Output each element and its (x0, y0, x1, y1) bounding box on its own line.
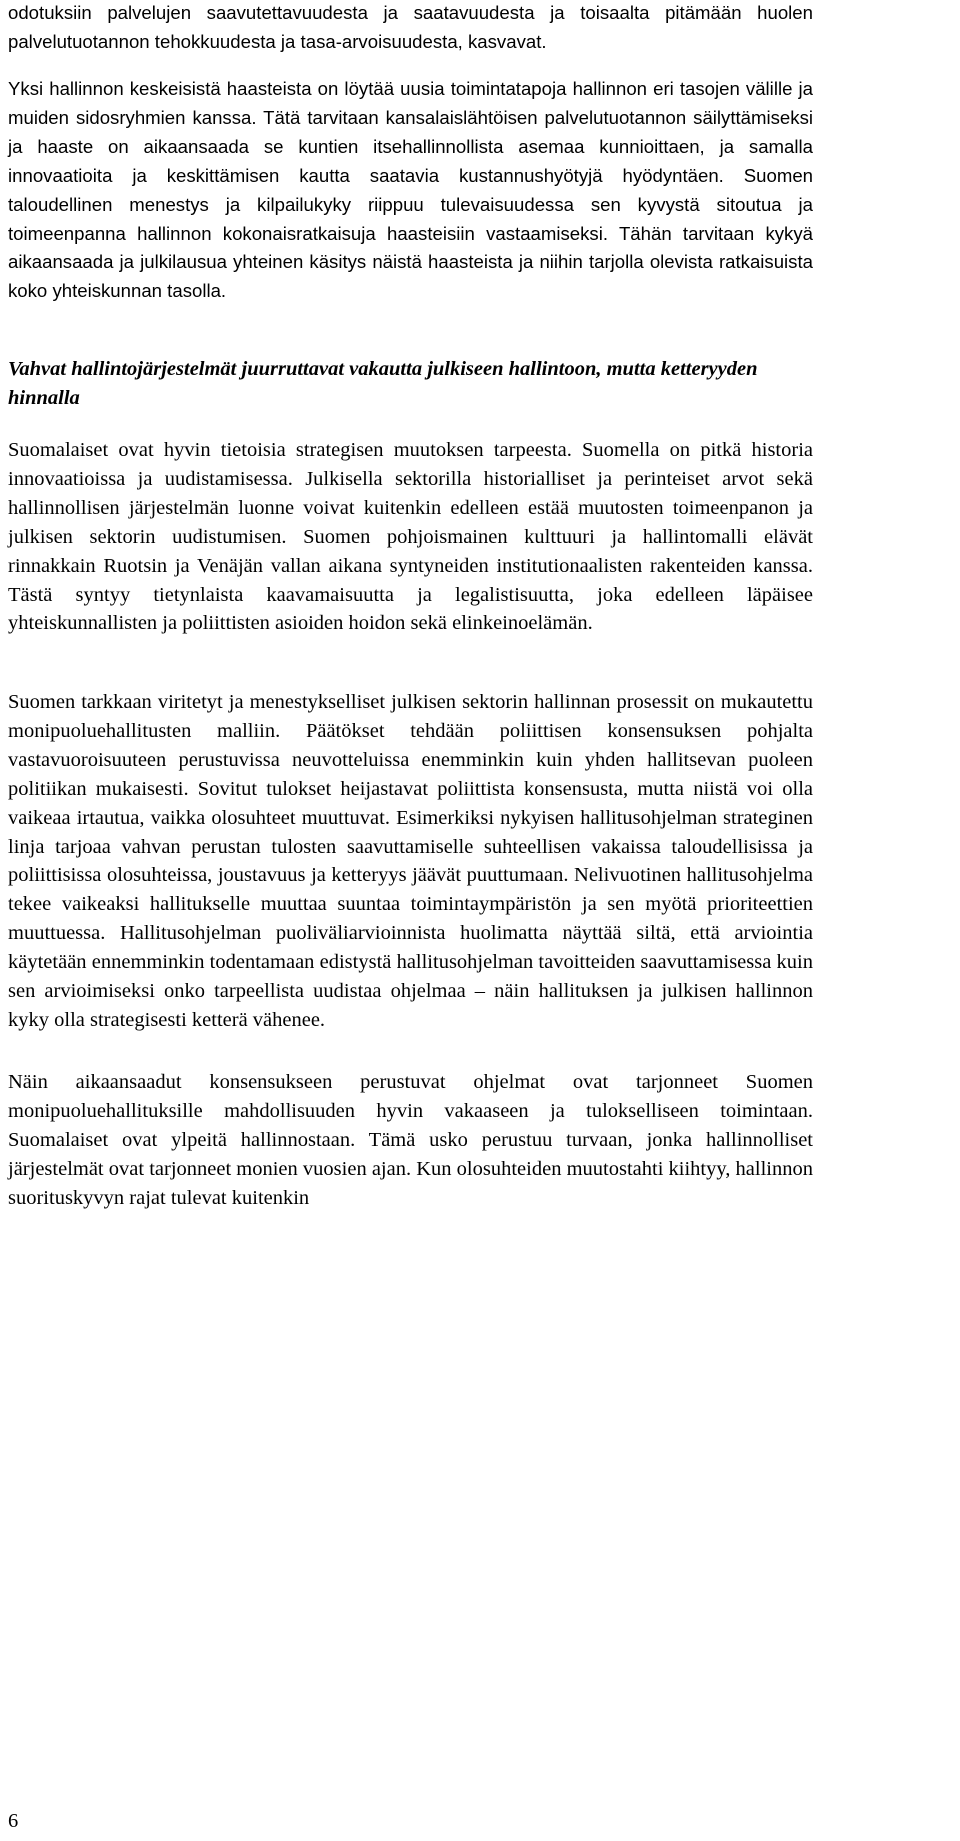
section-heading: Vahvat hallintojärjestelmät juurruttavat vakautta julkiseen hallintoon, mutta ketteryyden hinnalla (8, 358, 758, 409)
page-number: 6 (8, 1810, 19, 1832)
paragraph-administration-challenge: Yksi hallinnon keskeisistä haasteista on löytää uusia toimintatapoja hallinnon eri tasojen välille ja muiden sidosryhmien kanssa. Tätä tarvitaan kansalaislähtöisen palvelutuotannon säilyttämiseksi ja haaste on aikaansaada se kuntien itsehallinnollista asemaa kunnioittaen, ja samalla innovaatioita ja keskittämisen kautta saatavia kustannushyötyjä hyödyntäen. Suomen taloudellinen menestys ja kilpailukyky riippuu tulevaisuudessa sen kyvystä sitoutua ja toimeenpanna hallinnon kokonaisratkaisuja haasteisiin vastaamiseksi. Tähän tarvitaan kykyä aikaansaada ja julkilausua yhteinen käsitys näistä haasteista ja niihin tarjolla olevista ratkaisuista koko yhteiskunnan tasolla. (8, 78, 813, 302)
paragraph-governance-processes: Suomen tarkkaan viritetyt ja menestykselliset julkisen sektorin hallinnan prosessit on mukautettu monipuoluehallitusten malliin. Päätökset tehdään poliittisen konsensuksen pohjalta vastavuoroisuuteen perustuvissa neuvotteluissa enemminkin kuin yhden hallitsevan puoleen politiikan mukaisesti. Sovitut tulokset heijastavat poliittista konsensusta, mutta niistä voi olla vaikeaa irtautua, vaikka olosuhteet muuttuvat. Esimerkiksi nykyisen hallitusohjelman strateginen linja tarjoaa vahvan perustan tulosten saavuttamiselle suhteellisen vakaissa taloudellisissa ja poliittisissa olosuhteissa, joustavuus ja ketteryys jäävät puuttumaan. Nelivuotinen hallitusohjelma tekee vaikeaksi hallitukselle muuttaa suuntaa toimintaympäristön ja sen myötä prioriteettien muuttuessa. Hallitusohjelman puoliväliarvioinnista huolimatta näyttää siltä, että arviointia käytetään ennemminkin todentamaan edistystä hallitusohjelman tavoitteiden saavuttamisessa kuin sen arvioimiseksi onko tarpeellista uudistaa ohjelmaa – näin hallituksen ja julkisen hallinnon kyky olla strategisesti ketterä vähenee. (8, 691, 813, 1031)
paragraph-consensus-programmes: Näin aikaansaadut konsensukseen perustuvat ohjelmat ovat tarjonneet Suomen monipuoluehallituksille mahdollisuuden hyvin vakaaseen ja tulokselliseen toimintaan. Suomalaiset ovat ylpeitä hallinnostaan. Tämä usko perustuu turvaan, jonka hallinnolliset järjestelmät ovat tarjonneet monien vuosien ajan. Kun olosuhteiden muutostahti kiihtyy, hallinnon suorituskyvyn rajat tulevat kuitenkin (8, 1071, 813, 1209)
paragraph-strategic-change: Suomalaiset ovat hyvin tietoisia strategisen muutoksen tarpeesta. Suomella on pitkä historia innovaatioissa ja uudistamisessa. Julkisella sektorilla historialliset ja perinteiset arvot sekä hallinnollisen järjestelmän luonne voivat kuitenkin edelleen estää muutosten toimeenpanon ja julkisen sektorin uudistumisen. Suomen pohjoismainen kulttuuri ja hallintomalli elävät rinnakkain Ruotsin ja Venäjän vallan aikana syntyneiden institutionaalisten rakenteiden kanssa. Tästä syntyy tietynlaista kaavamaisuutta ja legalistisuutta, joka edelleen läpäisee yhteiskunnallisten ja poliittisten asioiden hoidon sekä elinkeinoelämän. (8, 439, 813, 635)
paragraph-expectations: odotuksiin palvelujen saavutettavuudesta ja saatavuudesta ja toisaalta pitämään huolen palvelutuotannon tehokkuudesta ja tasa-arvoisuudesta, kasvavat. (8, 2, 813, 52)
